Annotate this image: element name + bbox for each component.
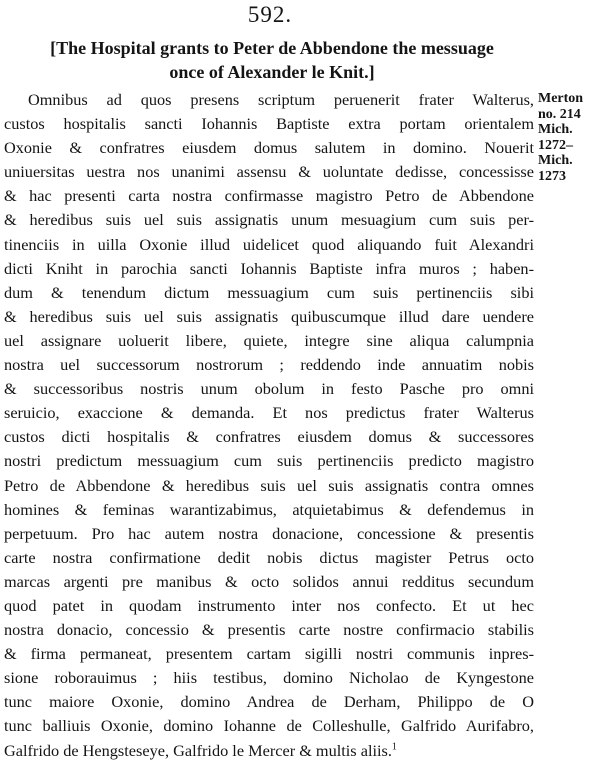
- margin-note-line: Mich.: [538, 153, 573, 168]
- text-line: dum & tenendum dictum messuagium cum suis pertinenciis sibi: [4, 282, 534, 302]
- margin-note-line: no. 214: [538, 106, 581, 122]
- text-line: homines & feminas warantizabimus, atquietabimus & defendemus in: [4, 499, 534, 519]
- text-line: Omnibus ad quos presens scriptum peruenerit frater Walterus,: [28, 90, 534, 109]
- text-line: nostra donacio, concessio & presentis carte nostre confirmacio stabilis: [4, 620, 534, 640]
- text-line: nostra uel successorum nostrorum ; reddendo inde annuatim nobis: [4, 355, 534, 375]
- margin-note-line: 1272–: [538, 137, 573, 153]
- document-heading: [4, 36, 540, 84]
- text-line: Oxonie & confratres eiusdem domus salutem in domino. Nouerit: [4, 138, 534, 158]
- text-line: tunc maiore Oxonie, domino Andrea de Derham, Philippo de O: [4, 692, 534, 712]
- text-line: quod patet in quodam instrumento inter nos confecto. Et ut hec: [4, 595, 534, 615]
- text-line: & hac presenti carta nostra confirmasse magistro Petro de Abbendone: [4, 186, 534, 206]
- text-line: & firma permaneat, presentem cartam sigilli nostri communis inpres-: [4, 644, 534, 664]
- charter-text: [4, 88, 534, 763]
- text-line: marcas argenti pre manibus & octo solidos annui redditus secundum: [4, 571, 534, 591]
- text-line: uel assignare uoluerit libere, quiete, integre sine aliqua calumpnia: [4, 330, 534, 350]
- text-line: & heredibus suis uel suis assignatis unum mesuagium cum suis per-: [4, 210, 534, 230]
- text-line: seruicio, exaccione & demanda. Et nos predictus frater Walterus: [4, 403, 534, 423]
- margin-note-line: Merton: [538, 91, 584, 106]
- heading-line: once of Alexander le Knit.]: [169, 62, 375, 82]
- text-line: dicti Kniht in parochia sancti Iohannis Baptiste infra muros ; haben-: [4, 258, 534, 278]
- text-line: custos dicti hospitalis & confratres eiusdem domus & successores: [4, 427, 534, 447]
- text-line: tunc balliuis Oxonie, domino Iohanne de Colleshulle, Galfrido Aurifabro,: [4, 716, 534, 736]
- text-line: nostri predictum messuagium cum suis pertinenciis predicto magistro: [4, 451, 534, 471]
- margin-reference: [538, 91, 600, 184]
- text-line: perpetuum. Pro hac autem nostra donacione, concessione & presentis: [4, 523, 534, 543]
- text-line: carte nostra confirmatione dedit nobis dictus magister Petrus octo: [4, 547, 534, 567]
- margin-note-line: Mich.: [538, 122, 573, 137]
- text-line: & successoribus nostris unum obolum in festo Pasche pro omni: [4, 379, 534, 399]
- text-line: sione roborauimus ; hiis testibus, domino Nicholao de Kyngestone: [4, 668, 534, 688]
- page-number: 592.: [247, 2, 293, 27]
- text-line: tinenciis in uilla Oxonie illud uidelicet quod aliquando fuit Alexandri: [4, 234, 534, 254]
- text-line-content: Galfrido de Hengsteseye, Galfrido le Mercer & multis aliis.: [4, 740, 392, 760]
- text-line-last: [4, 739, 534, 763]
- heading-line: [The Hospital grants to Peter de Abbendone the messuage: [50, 38, 494, 58]
- text-line: uniuersitas uestra nos unanimi assensu & uoluntate dedisse, concessisse: [4, 162, 534, 182]
- text-line: Petro de Abbendone & heredibus suis uel suis assignatis contra omnes: [4, 475, 534, 495]
- footnote-marker[interactable]: 1: [391, 741, 397, 753]
- text-line: custos hospitalis sancti Iohannis Baptiste extra portam orientalem: [4, 114, 534, 134]
- margin-note-line: 1273: [538, 168, 566, 184]
- text-line: & heredibus suis uel suis assignatis quibuscumque illud dare uendere: [4, 306, 534, 326]
